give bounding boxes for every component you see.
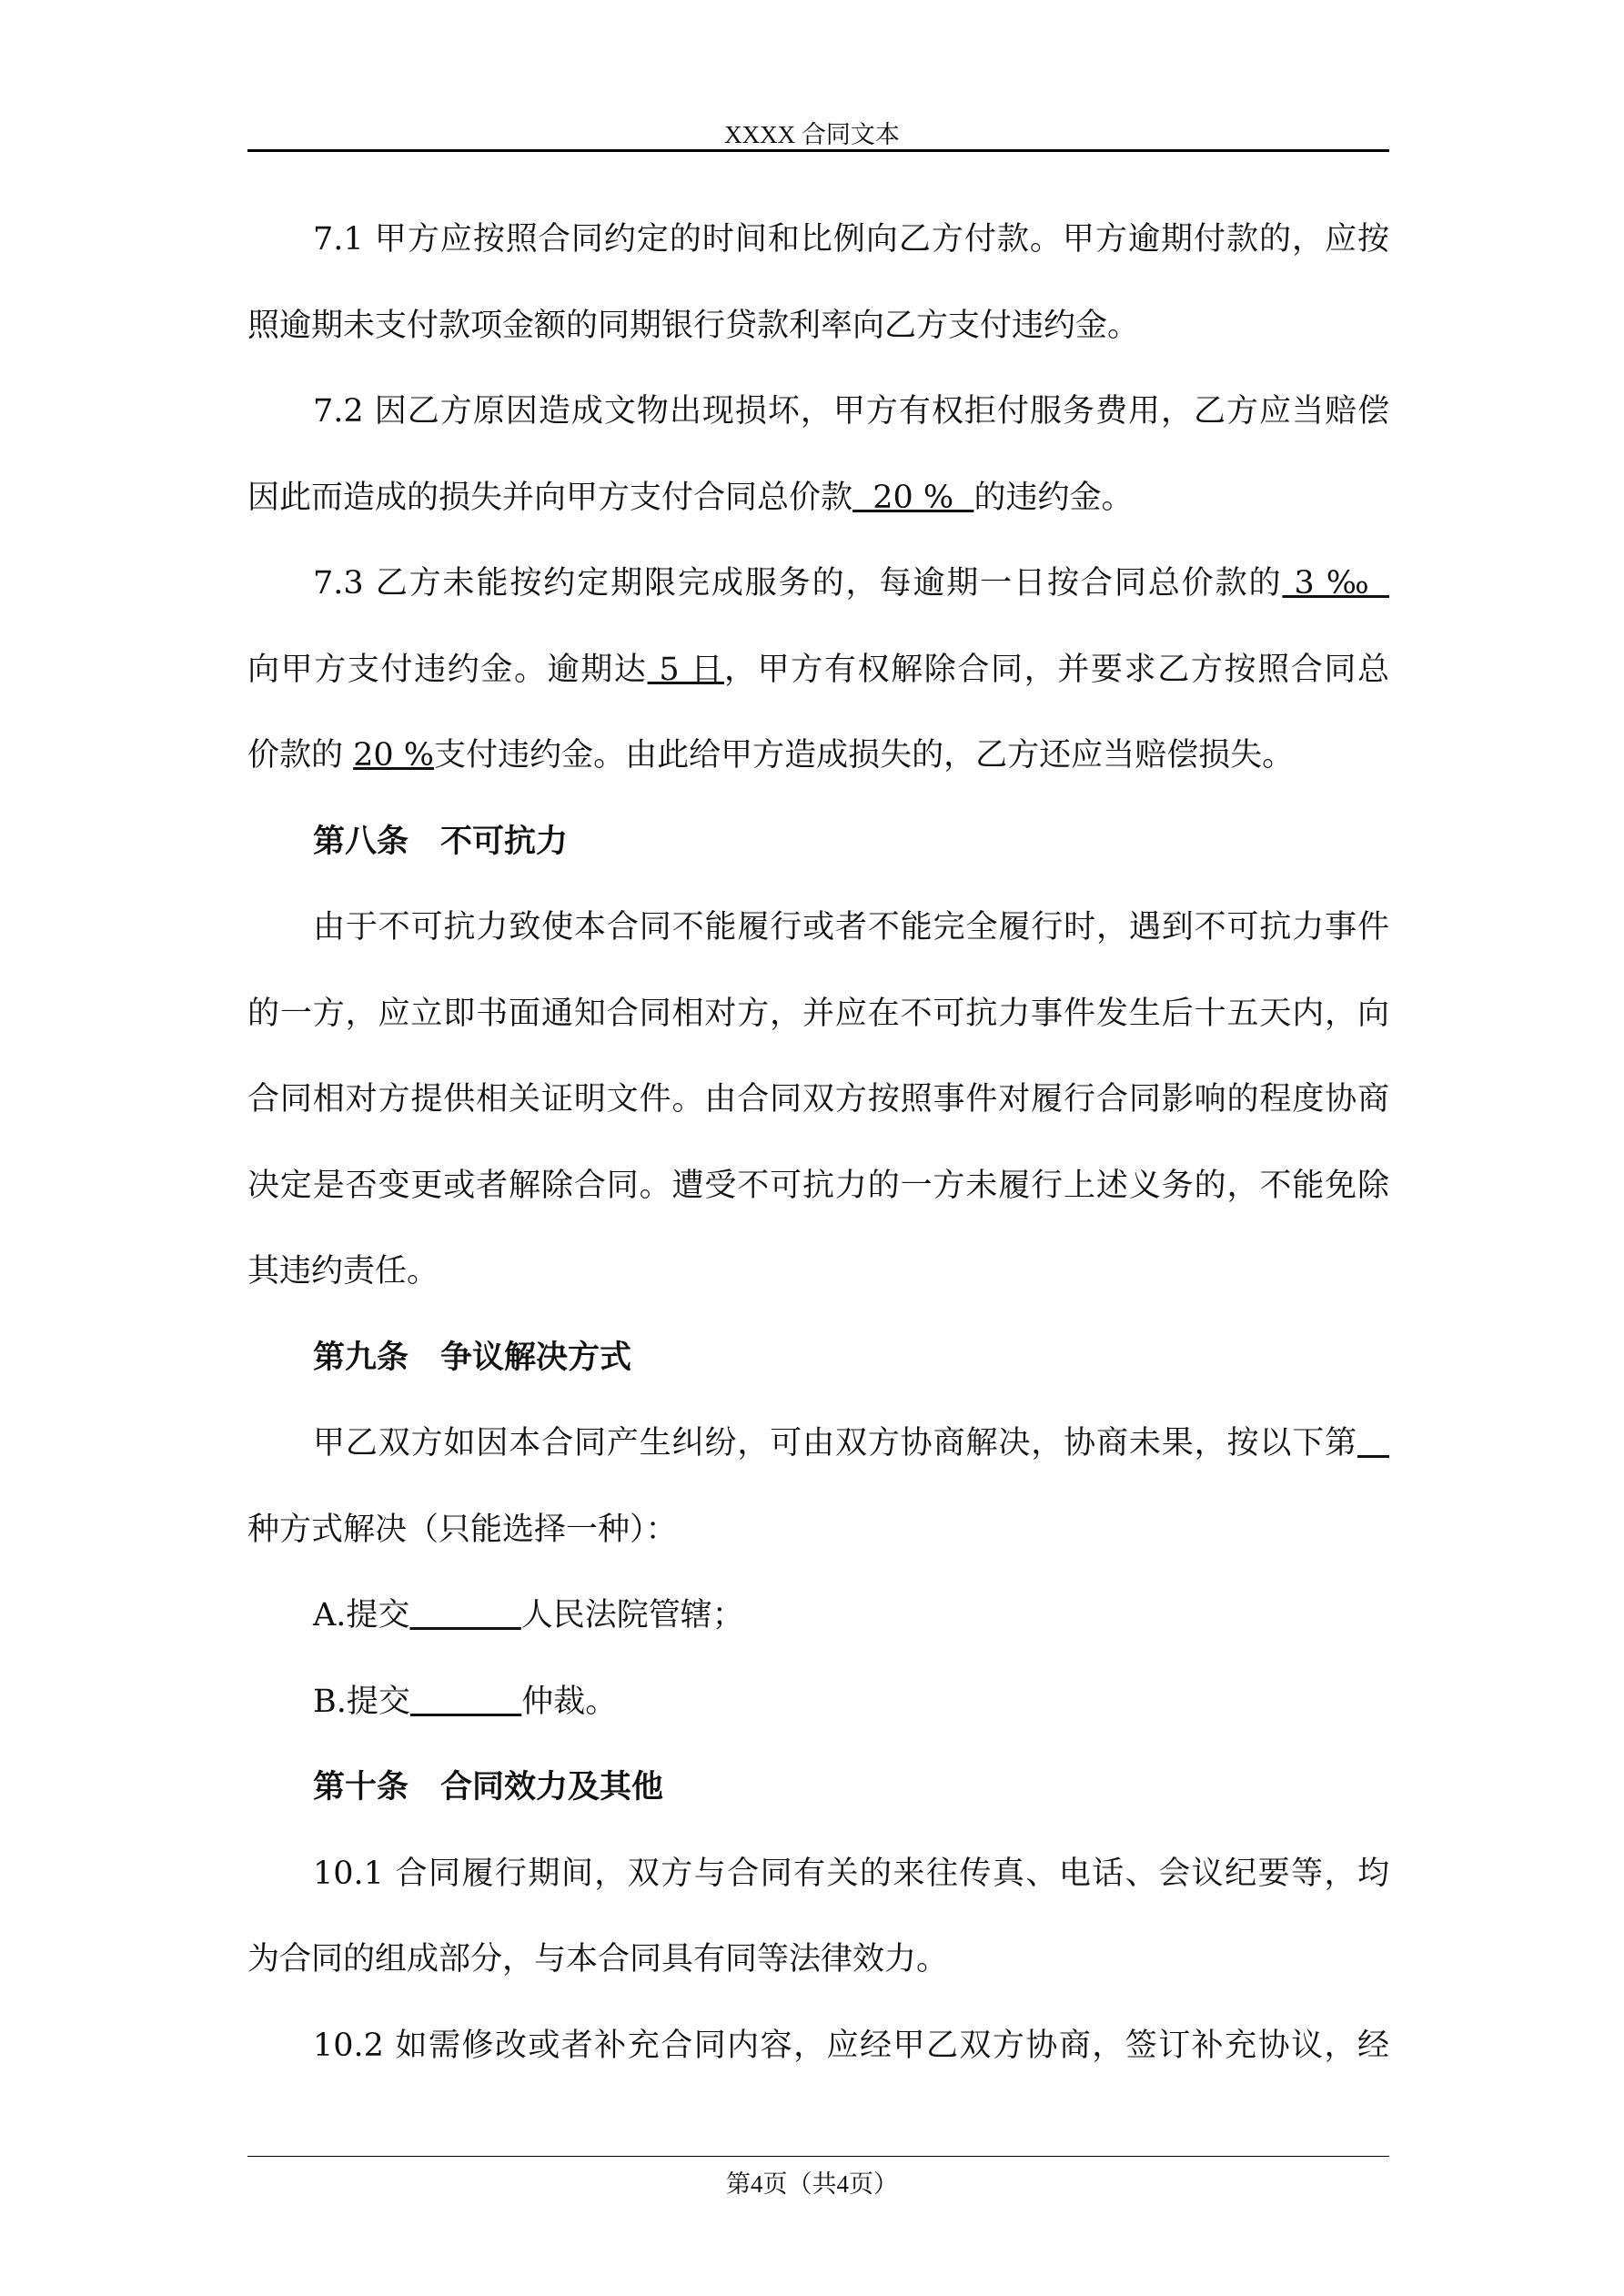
underlined-fill-in: 20 % bbox=[353, 737, 435, 774]
text-line bbox=[247, 1249, 1389, 1294]
underlined-fill-in: 20 % bbox=[852, 479, 974, 516]
text-segment: ，甲方有权解除合同，并要求乙方按照合同总 bbox=[724, 651, 1389, 688]
text-segment: 仲裁。 bbox=[521, 1683, 618, 1720]
text-line bbox=[247, 1163, 1389, 1209]
text-segment: 向甲方支付违约金。逾期达 bbox=[247, 651, 648, 688]
text-segment: 为合同的组成部分，与本合同具有同等法律效力。 bbox=[247, 1941, 949, 1977]
page-header-title: XXXX 合同文本 bbox=[724, 121, 900, 148]
section-heading bbox=[247, 819, 1389, 865]
text-segment: A.提交 bbox=[313, 1597, 410, 1633]
text-segment: 甲乙双方如因本合同产生纠纷，可由双方协商解决，协商未果，按以下第 bbox=[313, 1425, 1357, 1462]
header-divider bbox=[247, 149, 1389, 152]
text-line bbox=[247, 1679, 1389, 1725]
text-line bbox=[247, 1593, 1389, 1638]
text-line bbox=[247, 561, 1389, 606]
underlined-fill-in: 5 日 bbox=[647, 651, 724, 688]
underlined-fill-in: 3 ‰ bbox=[1282, 565, 1390, 602]
underlined-fill-in bbox=[410, 1684, 521, 1720]
underlined-fill-in bbox=[1357, 1425, 1389, 1462]
text-segment: 第八条 不可抗力 bbox=[313, 822, 569, 860]
text-segment: 7.3 乙方未能按约定期限完成服务的，每逾期一日按合同总价款的 bbox=[313, 565, 1283, 602]
text-line bbox=[247, 303, 1389, 349]
text-line bbox=[247, 2023, 1389, 2068]
text-segment: 人民法院管辖； bbox=[520, 1597, 744, 1633]
text-segment: 10.2 如需修改或者补充合同内容，应经甲乙双方协商，签订补充协议，经 bbox=[313, 2027, 1389, 2064]
text-line bbox=[247, 1851, 1389, 1896]
text-segment: 7.1 甲方应按照合同约定的时间和比例向乙方付款。甲方逾期付款的，应按 bbox=[313, 221, 1389, 258]
text-segment: B.提交 bbox=[313, 1683, 410, 1720]
text-segment: 的一方，应立即书面通知合同相对方，并应在不可抗力事件发生后十五天内，向 bbox=[247, 995, 1389, 1032]
text-line bbox=[247, 1507, 1389, 1553]
text-line bbox=[247, 1077, 1389, 1122]
text-segment: 第九条 争议解决方式 bbox=[313, 1338, 632, 1376]
text-segment: 由于不可抗力致使本合同不能履行或者不能完全履行时，遇到不可抗力事件 bbox=[313, 909, 1389, 946]
underlined-fill-in bbox=[409, 1597, 520, 1633]
text-line bbox=[247, 389, 1389, 434]
text-segment: 支付违约金。由此给甲方造成损失的，乙方还应当赔偿损失。 bbox=[434, 737, 1295, 774]
text-line bbox=[247, 905, 1389, 950]
text-segment: 合同相对方提供相关证明文件。由合同双方按照事件对履行合同影响的程度协商 bbox=[247, 1081, 1389, 1118]
text-segment: 的违约金。 bbox=[973, 479, 1134, 516]
section-heading bbox=[247, 1335, 1389, 1381]
text-segment: 种方式解决（只能选择一种）： bbox=[247, 1511, 678, 1548]
text-segment: 决定是否变更或者解除合同。遭受不可抗力的一方未履行上述义务的，不能免除 bbox=[247, 1167, 1389, 1204]
text-segment: 10.1 合同履行期间，双方与合同有关的来往传真、电话、会议纪要等，均 bbox=[313, 1855, 1389, 1892]
section-heading bbox=[247, 1765, 1389, 1810]
text-segment: 7.2 因乙方原因造成文物出现损坏，甲方有权拒付服务费用，乙方应当赔偿 bbox=[313, 393, 1389, 430]
text-segment: 照逾期未支付款项金额的同期银行贷款利率向乙方支付违约金。 bbox=[247, 307, 1140, 344]
text-segment: 价款的 bbox=[247, 737, 354, 774]
text-line bbox=[247, 1937, 1389, 1982]
page-number: 第4页（共4页） bbox=[726, 2170, 898, 2198]
text-line bbox=[247, 217, 1389, 262]
text-segment: 其违约责任。 bbox=[247, 1253, 439, 1290]
text-line bbox=[247, 475, 1389, 521]
text-line bbox=[247, 991, 1389, 1037]
text-segment: 第十条 合同效力及其他 bbox=[313, 1768, 664, 1805]
text-line bbox=[247, 733, 1389, 778]
text-line bbox=[247, 1421, 1389, 1466]
text-segment: 因此而造成的损失并向甲方支付合同总价款 bbox=[247, 479, 853, 516]
text-line bbox=[247, 647, 1389, 693]
footer-divider bbox=[247, 2156, 1389, 2157]
